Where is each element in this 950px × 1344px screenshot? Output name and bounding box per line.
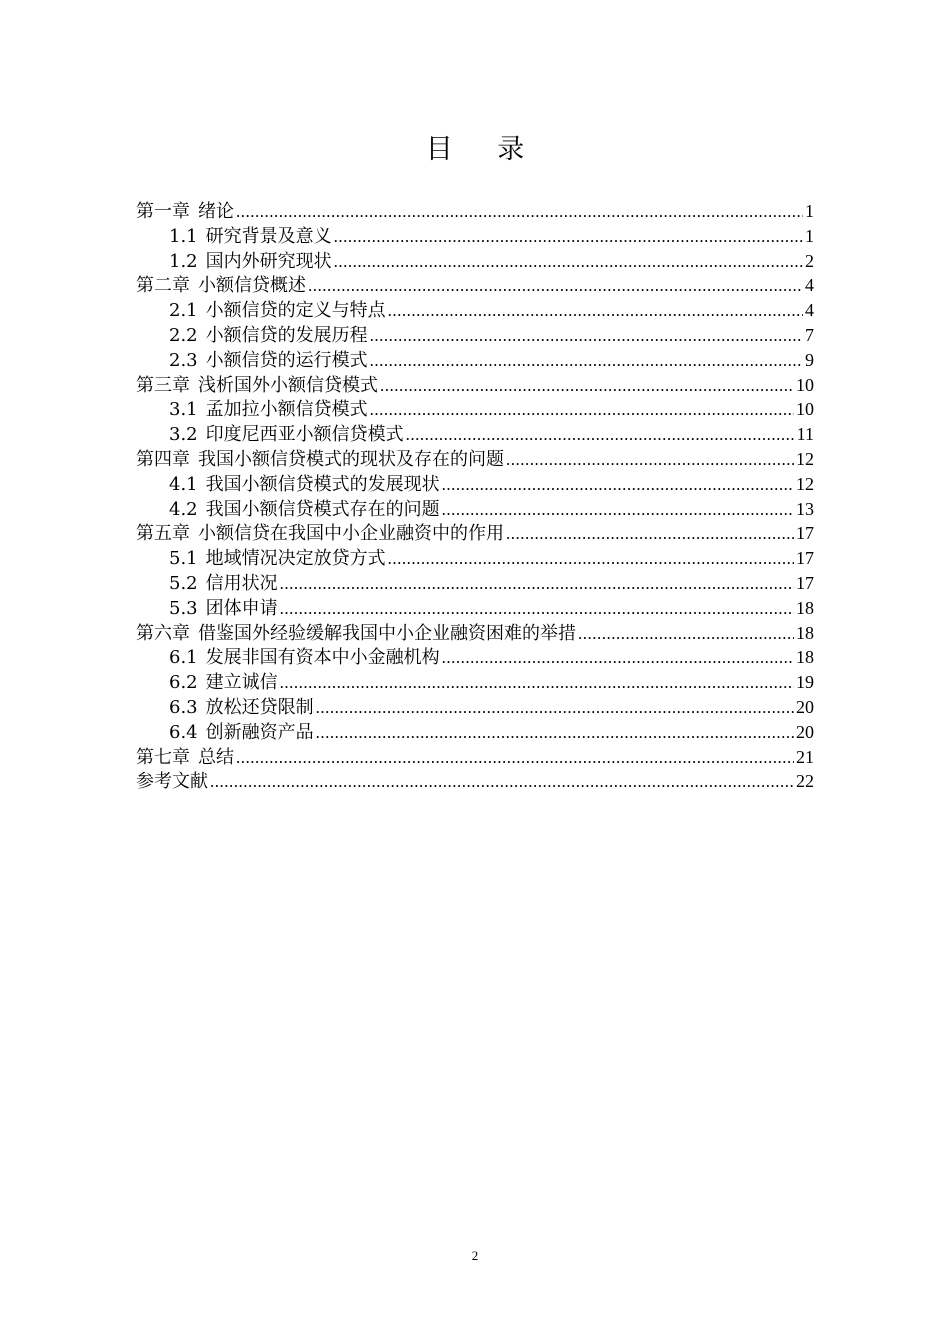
toc-entry-number: 第六章 [136,622,190,644]
toc-dot-leader [388,547,794,572]
toc-entry-number: 第五章 [136,523,190,545]
toc-entry[interactable] [136,571,814,596]
toc-dot-leader [506,522,794,547]
toc-entry-title: 地域情况决定放贷方式 [205,548,386,570]
toc-dot-leader [308,274,803,299]
toc-dot-leader [442,646,794,671]
toc-entry-page: 20 [796,721,814,742]
toc-entry-page: 1 [805,201,814,221]
toc-entry[interactable] [136,596,814,621]
toc-entry-number: 5.3 [169,597,198,619]
toc-dot-leader [388,299,803,324]
toc-entry[interactable] [136,521,814,546]
toc-entry-title: 总结 [198,746,234,768]
toc-entry[interactable] [136,472,814,497]
toc-dot-leader [316,721,794,746]
toc-entry-number: 5.1 [169,548,198,570]
toc-entry-page: 4 [805,300,814,321]
toc-entry[interactable] [136,695,814,720]
toc-entry-number: 2.3 [169,349,198,371]
toc-entry-number: 第七章 [136,746,190,768]
toc-entry[interactable] [136,447,814,472]
toc-dot-leader [334,250,803,275]
toc-entry-page: 17 [796,523,814,544]
toc-dot-leader [370,349,803,374]
toc-entry-title: 浅析国外小额信贷模式 [198,374,378,396]
toc-entry[interactable] [136,273,814,298]
toc-entry[interactable] [136,546,814,571]
toc-dot-leader [406,423,795,448]
toc-entry-title: 研究背景及意义 [205,225,332,247]
toc-entry-number: 4.2 [169,498,198,520]
table-of-contents [136,199,814,794]
toc-entry-page: 17 [796,572,814,593]
toc-entry-number: 5.2 [169,572,198,594]
toc-entry-page: 10 [796,399,814,420]
toc-entry-title: 印度尼西亚小额信贷模式 [205,424,404,446]
toc-entry-page: 19 [796,672,814,693]
toc-entry-page: 12 [796,448,814,469]
toc-dot-leader [370,324,803,349]
toc-entry-page: 20 [796,696,814,717]
toc-entry-title: 绪论 [198,201,234,222]
toc-dot-leader [210,770,794,795]
toc-entry-title: 国内外研究现状 [205,250,332,272]
toc-dot-leader [236,746,794,771]
toc-entry-title: 小额信贷概述 [198,275,306,297]
toc-dot-leader [280,572,794,597]
toc-entry-title: 我国小额信贷模式存在的问题 [205,498,440,520]
toc-entry-number: 4.1 [169,473,198,495]
toc-entry[interactable] [136,199,814,224]
toc-dot-leader [442,498,794,523]
toc-entry-title: 放松还贷限制 [205,696,314,718]
toc-entry-title: 我国小额信贷模式的发展现状 [205,473,440,495]
toc-entry-number: 6.1 [169,647,198,669]
toc-entry-page: 18 [796,622,814,643]
toc-entry-title: 小额信贷的发展历程 [205,324,368,346]
toc-entry[interactable] [136,298,814,323]
toc-entry-page: 11 [796,424,814,445]
toc-entry-page: 13 [796,498,814,519]
toc-entry-number: 3.2 [169,424,198,446]
toc-entry-number: 6.4 [169,721,198,743]
toc-entry-title: 小额信贷的运行模式 [205,349,368,371]
toc-entry[interactable] [136,224,814,249]
toc-dot-leader [316,696,794,721]
toc-entry-page: 2 [805,250,814,271]
toc-entry-number: 3.1 [169,399,198,421]
toc-entry-page: 10 [796,374,814,395]
toc-entry[interactable] [136,497,814,522]
toc-entry-number: 2.1 [169,300,198,322]
toc-entry-title: 发展非国有资本中小金融机构 [205,647,440,669]
toc-dot-leader [280,597,794,622]
toc-dot-leader [280,671,794,696]
toc-entry-page: 4 [805,275,814,296]
toc-entry-number: 第二章 [136,275,190,297]
toc-entry-title: 团体申请 [205,597,278,619]
toc-entry-title: 借鉴国外经验缓解我国中小企业融资困难的举措 [198,622,576,644]
toc-dot-leader [506,448,794,473]
toc-entry-number: 第三章 [136,374,190,396]
toc-entry-title: 建立诚信 [205,672,278,694]
toc-entry-page: 18 [796,647,814,668]
toc-entry-title: 孟加拉小额信贷模式 [205,399,368,421]
toc-entry-number: 1.2 [169,250,198,272]
toc-entry-title: 小额信贷在我国中小企业融资中的作用 [198,523,504,545]
toc-entry-page: 7 [805,324,814,345]
toc-entry-number: 1.1 [169,225,198,247]
toc-entry-page: 18 [796,597,814,618]
toc-entry-title: 信用状况 [205,572,278,594]
toc-dot-leader [236,200,803,225]
toc-entry[interactable] [136,373,814,398]
toc-entry-page: 12 [796,473,814,494]
toc-entry[interactable] [136,249,814,274]
toc-entry[interactable] [136,769,814,794]
toc-entry-title: 我国小额信贷模式的现状及存在的问题 [198,448,504,470]
toc-dot-leader [334,225,803,250]
toc-entry-page: 1 [805,225,814,246]
toc-entry-page: 22 [796,771,814,792]
toc-entry-page: 9 [805,349,814,370]
toc-entry-number: 第一章 [136,201,190,222]
toc-entry-page: 17 [796,548,814,569]
toc-entry[interactable] [136,720,814,745]
toc-entry-number: 6.3 [169,696,198,718]
toc-entry-title: 创新融资产品 [205,721,314,743]
toc-dot-leader [442,473,794,498]
toc-entry[interactable] [136,348,814,373]
toc-entry-title: 参考文献 [136,771,208,793]
toc-entry-number: 第四章 [136,448,190,470]
toc-entry[interactable] [136,621,814,646]
toc-entry[interactable] [136,323,814,348]
toc-entry[interactable] [136,670,814,695]
toc-entry-number: 6.2 [169,672,198,694]
toc-entry-page: 21 [796,746,814,767]
toc-dot-leader [370,398,794,423]
toc-entry-number: 2.2 [169,324,198,346]
toc-entry[interactable] [136,397,814,422]
toc-dot-leader [380,374,794,399]
toc-entry-title: 小额信贷的定义与特点 [205,300,386,322]
toc-entry[interactable] [136,645,814,670]
toc-entry[interactable] [136,422,814,447]
page-number: 2 [471,1248,479,1263]
page-title: 目 录 [425,134,543,165]
toc-dot-leader [578,622,794,647]
toc-entry[interactable] [136,745,814,770]
